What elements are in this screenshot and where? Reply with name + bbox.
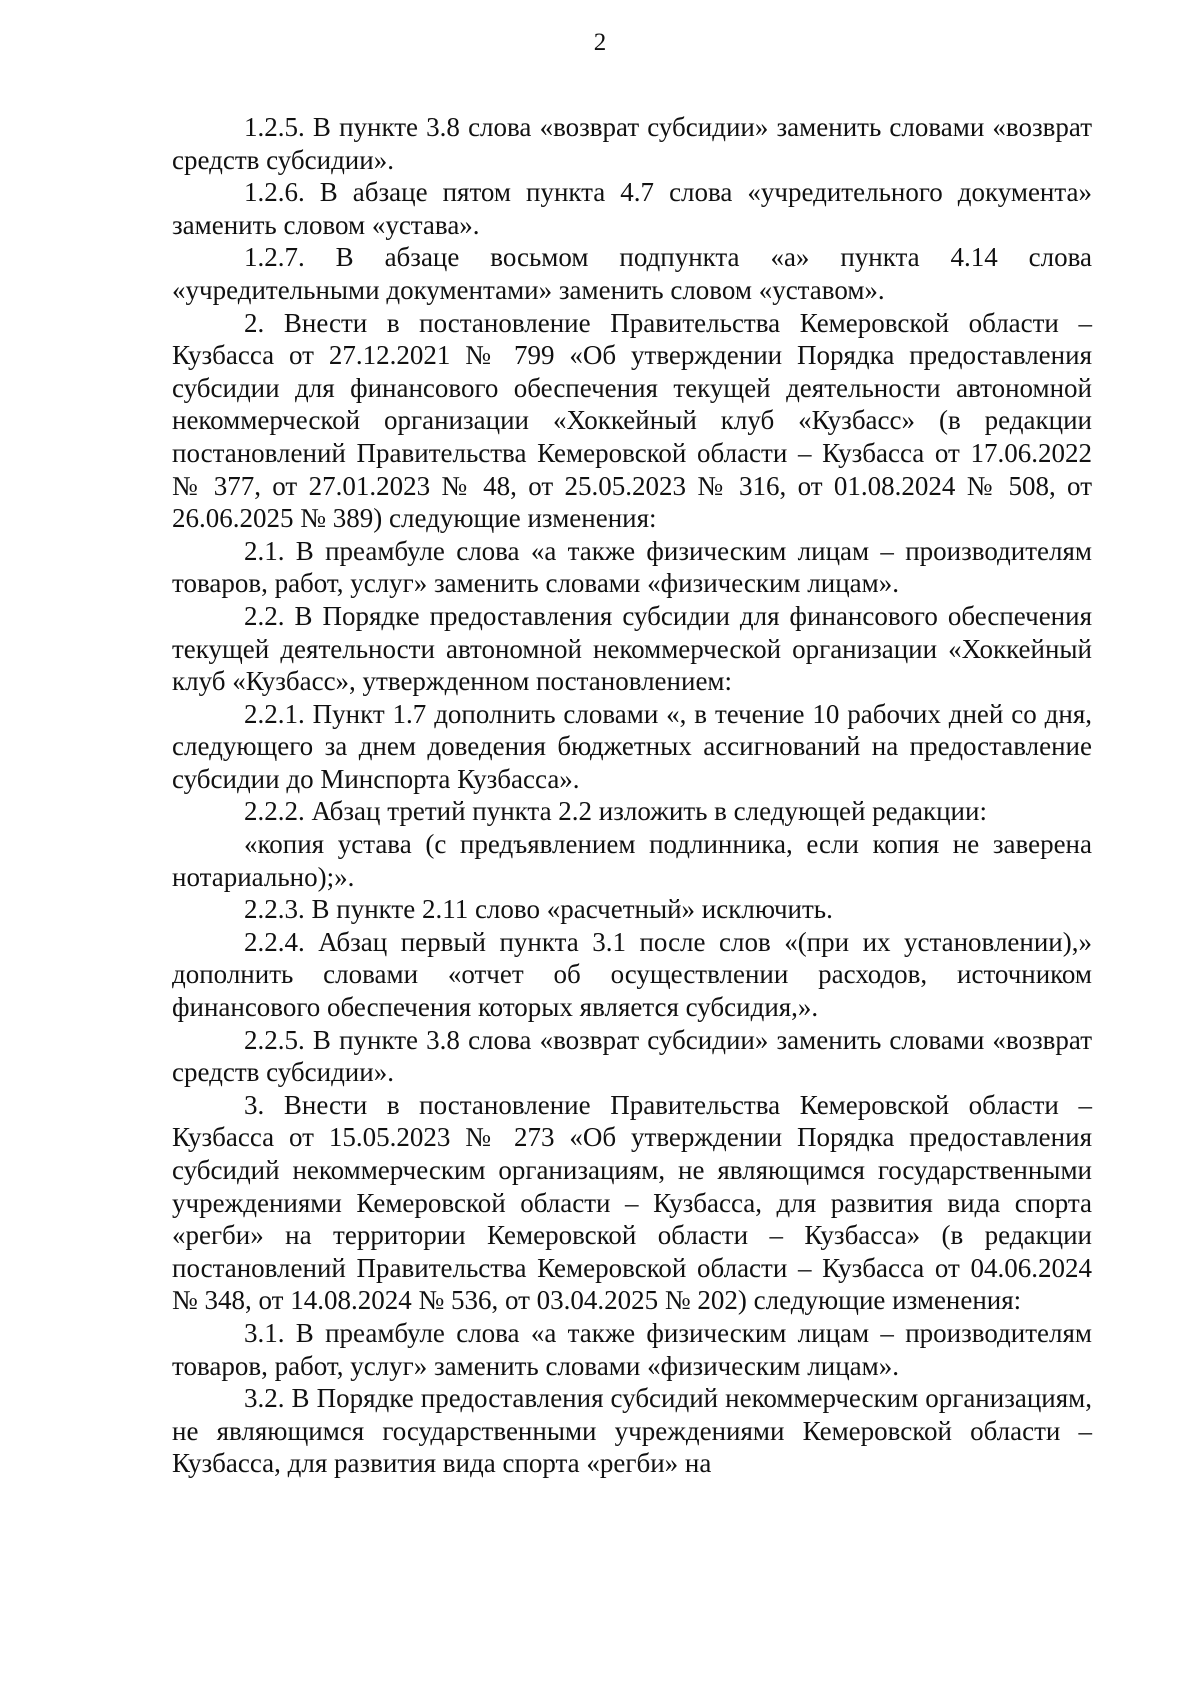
paragraph-2-2-1: 2.2.1. Пункт 1.7 дополнить словами «, в течение 10 рабочих дней со дня, следующего за днем доведения бюджетных ассигнований на предоставление субсидии до Минспорта Кузбасса». xyxy=(172,698,1092,794)
paragraph-2-1: 2.1. В преамбуле слова «а также физическим лицам – производителям товаров, работ, услуг» заменить словами «физическим лицам». xyxy=(172,535,1092,599)
paragraph-2: 2. Внести в постановление Правительства Кемеровской области – Кузбасса от 27.12.2021 № 799 «Об утверждении Порядка предоставления субсидии для финансового обеспечения текущей деятельности автономной некоммерческой организации «Хоккейный клуб «Кузбасс» (в редакции постановлений Правительства Кемеровской области – Кузбасса от 17.06.2022 № 377, от 27.01.2023 № 48, от 25.05.2023 № 316, от 01.08.2024 № 508, от 26.06.2025 № 389) следующие изменения: xyxy=(172,307,1092,534)
paragraph-2-2-4: 2.2.4. Абзац первый пункта 3.1 после слов «(при их установлении),» дополнить словами «отчет об осуществлении расходов, источником финансового обеспечения которых является субсидия,». xyxy=(172,926,1092,1023)
paragraph-1-2-7: 1.2.7. В абзаце восьмом подпункта «а» пункта 4.14 слова «учредительными документами» заменить словом «уставом». xyxy=(172,242,1092,305)
paragraph-quoted-text: «копия устава (с предъявлением подлинника, если копия не заверена нотариально);». xyxy=(172,829,1092,892)
paragraph-2-2: 2.2. В Порядке предоставления субсидии для финансового обеспечения текущей деятельности автономной некоммерческой организации «Хоккейный клуб «Кузбасс», утвержденном постановлением: xyxy=(172,600,1092,697)
document-body xyxy=(172,111,1092,1480)
paragraph-1-2-5: 1.2.5. В пункте 3.8 слова «возврат субсидии» заменить словами «возврат средств субсидии». xyxy=(172,112,1092,175)
paragraph-2-2-2: 2.2.2. Абзац третий пункта 2.2 изложить в следующей редакции: xyxy=(244,796,987,827)
paragraph-3-1: 3.1. В преамбуле слова «а также физическим лицам – производителям товаров, работ, услуг» заменить словами «физическим лицам». xyxy=(172,1317,1092,1381)
paragraph-3: 3. Внести в постановление Правительства Кемеровской области – Кузбасса от 15.05.2023 № 273 «Об утверждении Порядка предоставления субсидий некоммерческим организациям, не являющимся государственными учреждениями Кемеровской области – Кузбасса, для развития вида спорта «регби» на территории Кемеровской области – Кузбасса» (в редакции постановлений Правительства Кемеровской области – Кузбасса от 04.06.2024 № 348, от 14.08.2024 № 536, от 03.04.2025 № 202) следующие изменения: xyxy=(172,1089,1092,1316)
page-number: 2 xyxy=(593,29,607,56)
paragraph-2-2-3: 2.2.3. В пункте 2.11 слово «расчетный» исключить. xyxy=(244,894,833,925)
paragraph-2-2-5: 2.2.5. В пункте 3.8 слова «возврат субсидии» заменить словами «возврат средств субсидии». xyxy=(172,1024,1092,1088)
paragraph-1-2-6: 1.2.6. В абзаце пятом пункта 4.7 слова «учредительного документа» заменить словом «устава». xyxy=(172,177,1092,240)
paragraph-3-2: 3.2. В Порядке предоставления субсидий некоммерческим организациям, не являющимся государственными учреждениями Кемеровской области – Кузбасса, для развития вида спорта «регби» на xyxy=(172,1383,1092,1479)
